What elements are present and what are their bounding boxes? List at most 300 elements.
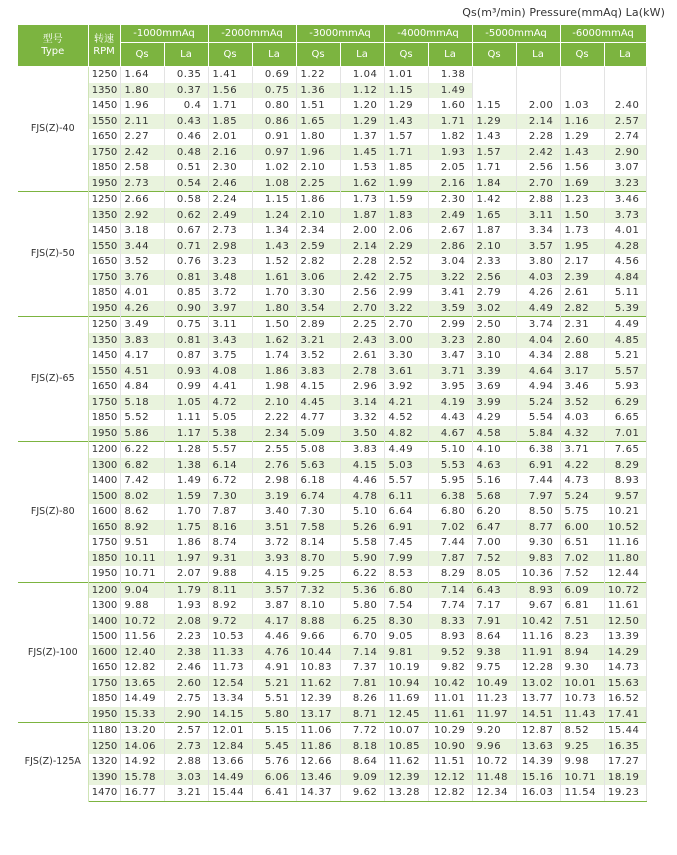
rpm-cell: 1600 xyxy=(88,645,120,661)
la-value-cell: 2.61 xyxy=(340,348,384,364)
la-value-cell: 8.29 xyxy=(604,458,646,474)
la-value-cell: 0.99 xyxy=(164,379,208,395)
la-value-cell: 5.10 xyxy=(428,442,472,458)
la-value-cell: 1.74 xyxy=(252,348,296,364)
la-value-cell: 4.49 xyxy=(604,317,646,333)
qs-value-cell: 7.02 xyxy=(560,551,604,567)
table-row xyxy=(18,645,646,661)
qs-value-cell: 3.72 xyxy=(208,285,252,301)
table-row xyxy=(18,270,646,286)
la-value-cell: 2.28 xyxy=(516,129,560,145)
la-value-cell: 2.25 xyxy=(340,317,384,333)
la-value-cell: 0.4 xyxy=(164,98,208,114)
qs-value-cell: 5.16 xyxy=(472,473,516,489)
table-row xyxy=(18,723,646,739)
la-value-cell: 3.03 xyxy=(164,770,208,786)
la-value-cell: 3.23 xyxy=(604,176,646,192)
la-value-cell: 2.10 xyxy=(252,395,296,411)
la-value-cell: 10.90 xyxy=(428,739,472,755)
table-row xyxy=(18,176,646,192)
la-value-cell: 5.45 xyxy=(252,739,296,755)
qs-value-cell: 1.85 xyxy=(384,160,428,176)
la-value-cell: 2.08 xyxy=(164,614,208,630)
qs-value-cell: 1.95 xyxy=(560,239,604,255)
qs-value-cell: 3.21 xyxy=(296,333,340,349)
fan-performance-table xyxy=(18,25,647,802)
qs-value-cell: 2.92 xyxy=(120,208,164,224)
qs-value-cell: 3.02 xyxy=(472,301,516,317)
qs-value-cell: 6.91 xyxy=(384,520,428,536)
la-value-cell: 0.48 xyxy=(164,145,208,161)
la-value-cell: 9.57 xyxy=(604,489,646,505)
la-value-cell: 0.76 xyxy=(164,254,208,270)
table-row xyxy=(18,364,646,380)
qs-subheader: Qs xyxy=(208,43,252,67)
qs-value-cell: 3.92 xyxy=(384,379,428,395)
qs-value-cell: 4.29 xyxy=(472,410,516,426)
la-value-cell: 6.22 xyxy=(340,566,384,582)
table-row xyxy=(18,129,646,145)
qs-value-cell: 1.80 xyxy=(120,83,164,99)
la-value-cell: 2.88 xyxy=(164,754,208,770)
qs-value-cell: 3.52 xyxy=(120,254,164,270)
qs-value-cell: 4.10 xyxy=(472,442,516,458)
qs-value-cell: 2.42 xyxy=(120,145,164,161)
qs-value-cell: 1.96 xyxy=(296,145,340,161)
qs-value-cell: 2.75 xyxy=(384,270,428,286)
la-value-cell: 5.51 xyxy=(252,691,296,707)
la-value-cell: 0.58 xyxy=(164,192,208,208)
table-row xyxy=(18,458,646,474)
la-value-cell: 13.77 xyxy=(516,691,560,707)
rpm-cell: 1250 xyxy=(88,317,120,333)
rpm-cell: 1850 xyxy=(88,410,120,426)
la-value-cell: 7.02 xyxy=(428,520,472,536)
pressure-header-6000: -6000mmAq xyxy=(560,25,646,43)
la-value-cell: 5.95 xyxy=(428,473,472,489)
la-value-cell: 1.62 xyxy=(252,333,296,349)
la-value-cell: 12.50 xyxy=(604,614,646,630)
rpm-cell: 1750 xyxy=(88,145,120,161)
qs-value-cell: 2.59 xyxy=(296,239,340,255)
la-value-cell: 5.80 xyxy=(340,598,384,614)
la-value-cell: 1.49 xyxy=(164,473,208,489)
la-value-cell: 4.49 xyxy=(516,301,560,317)
rpm-cell: 1950 xyxy=(88,707,120,723)
table-row xyxy=(18,629,646,645)
qs-value-cell: 8.88 xyxy=(296,614,340,630)
la-value-cell: 2.55 xyxy=(252,442,296,458)
la-value-cell: 5.15 xyxy=(252,723,296,739)
qs-value-cell: 9.04 xyxy=(120,582,164,598)
la-value-cell: 3.22 xyxy=(428,270,472,286)
qs-value-cell: 4.49 xyxy=(384,442,428,458)
la-value-cell: 1.02 xyxy=(252,160,296,176)
la-value-cell: 15.63 xyxy=(604,676,646,692)
qs-value-cell: 13.65 xyxy=(120,676,164,692)
la-value-cell: 9.30 xyxy=(516,535,560,551)
qs-value-cell: 11.23 xyxy=(472,691,516,707)
la-value-cell: 10.36 xyxy=(516,566,560,582)
qs-value-cell: 9.75 xyxy=(472,660,516,676)
qs-value-cell: 6.82 xyxy=(120,458,164,474)
qs-value-cell: 1.65 xyxy=(472,208,516,224)
qs-value-cell: 1.87 xyxy=(472,223,516,239)
la-value-cell: 3.73 xyxy=(604,208,646,224)
table-row xyxy=(18,442,646,458)
qs-value-cell: 2.99 xyxy=(384,285,428,301)
qs-value-cell: 1.01 xyxy=(384,67,428,83)
qs-value-cell: 4.41 xyxy=(208,379,252,395)
qs-value-cell: 9.05 xyxy=(384,629,428,645)
rpm-cell: 1400 xyxy=(88,614,120,630)
qs-value-cell: 1.71 xyxy=(384,145,428,161)
rpm-cell: 1950 xyxy=(88,176,120,192)
qs-value-cell: 1.42 xyxy=(472,192,516,208)
qs-value-cell: 9.81 xyxy=(384,645,428,661)
rpm-cell: 1500 xyxy=(88,489,120,505)
rpm-cell: 1750 xyxy=(88,395,120,411)
la-value-cell: 6.80 xyxy=(428,504,472,520)
rpm-cell: 1750 xyxy=(88,270,120,286)
la-value-cell: 2.30 xyxy=(428,192,472,208)
qs-value-cell: 8.53 xyxy=(384,566,428,582)
la-value-cell: 1.04 xyxy=(340,67,384,83)
qs-value-cell: 1.71 xyxy=(208,98,252,114)
qs-value-cell: 10.07 xyxy=(384,723,428,739)
qs-value-cell: 1.96 xyxy=(120,98,164,114)
qs-value-cell: 3.83 xyxy=(296,364,340,380)
la-value-cell: 11.01 xyxy=(428,691,472,707)
rpm-cell: 1650 xyxy=(88,379,120,395)
la-value-cell: 0.67 xyxy=(164,223,208,239)
qs-value-cell: 3.69 xyxy=(472,379,516,395)
la-value-cell: 4.17 xyxy=(252,614,296,630)
qs-value-cell: 12.54 xyxy=(208,676,252,692)
la-value-cell: 0.75 xyxy=(252,83,296,99)
rpm-cell: 1500 xyxy=(88,629,120,645)
qs-value-cell: 6.80 xyxy=(384,582,428,598)
qs-value-cell: 2.82 xyxy=(560,301,604,317)
qs-value-cell: 9.38 xyxy=(472,645,516,661)
rpm-cell: 1600 xyxy=(88,504,120,520)
la-value-cell: 4.01 xyxy=(604,223,646,239)
rpm-cell: 1850 xyxy=(88,551,120,567)
rpm-cell: 1950 xyxy=(88,426,120,442)
la-value-cell: 3.19 xyxy=(252,489,296,505)
qs-value-cell xyxy=(560,83,604,99)
qs-value-cell: 1.51 xyxy=(296,98,340,114)
la-value-cell: 15.16 xyxy=(516,770,560,786)
la-value-cell: 1.20 xyxy=(340,98,384,114)
la-value-cell: 8.29 xyxy=(428,566,472,582)
qs-value-cell: 14.37 xyxy=(296,785,340,801)
qs-value-cell: 2.61 xyxy=(560,285,604,301)
la-value-cell: 2.42 xyxy=(516,145,560,161)
qs-value-cell: 1.15 xyxy=(472,98,516,114)
type-header xyxy=(18,25,88,67)
la-value-cell: 4.26 xyxy=(516,285,560,301)
la-value-cell: 7.81 xyxy=(340,676,384,692)
qs-value-cell: 8.92 xyxy=(208,598,252,614)
la-value-cell: 11.51 xyxy=(428,754,472,770)
qs-value-cell: 3.22 xyxy=(384,301,428,317)
rpm-cell: 1550 xyxy=(88,114,120,130)
qs-value-cell: 13.17 xyxy=(296,707,340,723)
la-value-cell: 8.50 xyxy=(516,504,560,520)
la-value-cell: 3.47 xyxy=(428,348,472,364)
qs-value-cell: 3.46 xyxy=(560,379,604,395)
rpm-cell: 1250 xyxy=(88,739,120,755)
la-value-cell: 2.86 xyxy=(428,239,472,255)
qs-value-cell: 7.54 xyxy=(384,598,428,614)
qs-value-cell: 3.52 xyxy=(296,348,340,364)
la-value-cell: 3.14 xyxy=(340,395,384,411)
qs-value-cell: 9.88 xyxy=(120,598,164,614)
la-value-cell: 2.70 xyxy=(340,301,384,317)
la-value-cell: 2.70 xyxy=(516,176,560,192)
la-value-cell: 16.52 xyxy=(604,691,646,707)
qs-value-cell: 1.80 xyxy=(296,129,340,145)
la-value-cell: 4.76 xyxy=(252,645,296,661)
table-row xyxy=(18,566,646,582)
qs-value-cell: 11.06 xyxy=(296,723,340,739)
qs-value-cell: 1.16 xyxy=(560,114,604,130)
la-value-cell: 9.67 xyxy=(516,598,560,614)
qs-value-cell: 10.83 xyxy=(296,660,340,676)
qs-value-cell: 3.10 xyxy=(472,348,516,364)
qs-value-cell: 10.72 xyxy=(120,614,164,630)
qs-value-cell: 11.48 xyxy=(472,770,516,786)
la-value-cell: 13.02 xyxy=(516,676,560,692)
qs-value-cell: 4.08 xyxy=(208,364,252,380)
qs-value-cell: 2.82 xyxy=(296,254,340,270)
la-value-cell: 7.72 xyxy=(340,723,384,739)
la-value-cell: 5.84 xyxy=(516,426,560,442)
qs-value-cell: 10.94 xyxy=(384,676,428,692)
la-value-cell: 3.40 xyxy=(252,504,296,520)
la-value-cell xyxy=(516,67,560,83)
qs-value-cell: 9.66 xyxy=(296,629,340,645)
rpm-cell: 1250 xyxy=(88,67,120,83)
la-value-cell: 3.23 xyxy=(428,333,472,349)
la-value-cell: 0.35 xyxy=(164,67,208,83)
la-value-cell: 1.98 xyxy=(252,379,296,395)
la-value-cell: 1.17 xyxy=(164,426,208,442)
la-value-cell: 2.23 xyxy=(164,629,208,645)
la-value-cell: 1.05 xyxy=(164,395,208,411)
qs-value-cell: 9.98 xyxy=(560,754,604,770)
la-value-cell: 0.91 xyxy=(252,129,296,145)
la-value-cell: 3.57 xyxy=(516,239,560,255)
qs-value-cell: 3.52 xyxy=(560,395,604,411)
rpm-cell: 1350 xyxy=(88,208,120,224)
qs-value-cell: 9.25 xyxy=(560,739,604,755)
rpm-cell: 1650 xyxy=(88,129,120,145)
la-value-cell: 16.35 xyxy=(604,739,646,755)
qs-value-cell: 5.57 xyxy=(208,442,252,458)
qs-value-cell: 7.17 xyxy=(472,598,516,614)
la-value-cell: 10.52 xyxy=(604,520,646,536)
rpm-cell: 1320 xyxy=(88,754,120,770)
table-row xyxy=(18,83,646,99)
la-value-cell: 14.39 xyxy=(516,754,560,770)
qs-value-cell: 10.71 xyxy=(560,770,604,786)
qs-value-cell: 8.30 xyxy=(384,614,428,630)
la-value-cell: 4.19 xyxy=(428,395,472,411)
qs-value-cell: 5.68 xyxy=(472,489,516,505)
qs-value-cell: 16.77 xyxy=(120,785,164,801)
qs-value-cell: 3.61 xyxy=(384,364,428,380)
rpm-cell: 1200 xyxy=(88,582,120,598)
la-value-cell: 2.88 xyxy=(516,192,560,208)
qs-value-cell: 10.19 xyxy=(384,660,428,676)
qs-subheader: Qs xyxy=(296,43,340,67)
qs-value-cell: 11.73 xyxy=(208,660,252,676)
la-value-cell: 3.74 xyxy=(516,317,560,333)
la-value-cell: 3.21 xyxy=(164,785,208,801)
la-value-cell: 6.06 xyxy=(252,770,296,786)
qs-value-cell: 1.56 xyxy=(208,83,252,99)
la-value-cell: 0.87 xyxy=(164,348,208,364)
rpm-cell: 1350 xyxy=(88,83,120,99)
qs-value-cell: 15.78 xyxy=(120,770,164,786)
la-value-cell: 0.90 xyxy=(164,301,208,317)
qs-value-cell: 2.60 xyxy=(560,333,604,349)
la-value-cell: 3.07 xyxy=(604,160,646,176)
rpm-cell: 1450 xyxy=(88,98,120,114)
qs-value-cell: 11.69 xyxy=(384,691,428,707)
qs-value-cell: 2.16 xyxy=(208,145,252,161)
qs-value-cell: 5.03 xyxy=(384,458,428,474)
la-value-cell: 7.87 xyxy=(428,551,472,567)
la-value-cell: 1.97 xyxy=(164,551,208,567)
table-row xyxy=(18,707,646,723)
la-value-cell: 2.14 xyxy=(340,239,384,255)
la-value-cell: 5.24 xyxy=(516,395,560,411)
la-value-cell: 6.38 xyxy=(516,442,560,458)
qs-value-cell: 1.36 xyxy=(296,83,340,99)
la-value-cell: 7.65 xyxy=(604,442,646,458)
qs-value-cell: 1.84 xyxy=(472,176,516,192)
la-value-cell: 5.21 xyxy=(604,348,646,364)
table-row xyxy=(18,614,646,630)
qs-value-cell: 7.45 xyxy=(384,535,428,551)
qs-value-cell: 1.22 xyxy=(296,67,340,83)
la-value-cell: 3.71 xyxy=(428,364,472,380)
qs-value-cell: 2.58 xyxy=(120,160,164,176)
la-value-cell: 12.82 xyxy=(428,785,472,801)
la-value-cell: 5.53 xyxy=(428,458,472,474)
la-value-cell: 2.05 xyxy=(428,160,472,176)
qs-value-cell: 4.51 xyxy=(120,364,164,380)
rpm-cell: 1650 xyxy=(88,520,120,536)
table-row xyxy=(18,223,646,239)
qs-value-cell: 9.88 xyxy=(208,566,252,582)
table-row xyxy=(18,535,646,551)
la-value-cell: 1.71 xyxy=(428,114,472,130)
qs-value-cell: 2.88 xyxy=(560,348,604,364)
qs-value-cell: 12.84 xyxy=(208,739,252,755)
pressure-header-1000: -1000mmAq xyxy=(120,25,208,43)
la-value-cell: 11.16 xyxy=(604,535,646,551)
la-value-cell: 9.82 xyxy=(428,660,472,676)
la-value-cell: 0.51 xyxy=(164,160,208,176)
qs-value-cell: 10.71 xyxy=(120,566,164,582)
la-value-cell: 1.38 xyxy=(428,67,472,83)
la-value-cell: 8.71 xyxy=(340,707,384,723)
la-value-cell: 1.43 xyxy=(252,239,296,255)
qs-value-cell xyxy=(560,67,604,83)
qs-value-cell: 6.18 xyxy=(296,473,340,489)
rpm-header xyxy=(88,25,120,67)
la-value-cell: 3.59 xyxy=(428,301,472,317)
qs-value-cell: 2.52 xyxy=(384,254,428,270)
qs-value-cell: 3.43 xyxy=(208,333,252,349)
qs-value-cell: 3.30 xyxy=(384,348,428,364)
qs-value-cell: 2.27 xyxy=(120,129,164,145)
la-value-cell: 10.42 xyxy=(516,614,560,630)
table-row xyxy=(18,67,646,83)
rpm-cell: 1650 xyxy=(88,660,120,676)
table-row xyxy=(18,239,646,255)
rpm-header-en: RPM xyxy=(93,45,115,57)
qs-value-cell: 1.15 xyxy=(384,83,428,99)
qs-value-cell: 1.65 xyxy=(296,114,340,130)
model-type-cell: FJS(Z)-50 xyxy=(18,192,88,317)
la-value-cell: 3.72 xyxy=(252,535,296,551)
qs-value-cell xyxy=(472,67,516,83)
la-value-cell: 2.76 xyxy=(252,458,296,474)
unit-legend: Qs(m³/min) Pressure(mmAq) La(kW) xyxy=(462,6,665,19)
qs-value-cell: 1.29 xyxy=(472,114,516,130)
la-value-cell: 6.70 xyxy=(340,629,384,645)
table-row xyxy=(18,426,646,442)
qs-value-cell: 2.56 xyxy=(472,270,516,286)
la-value-cell: 3.80 xyxy=(516,254,560,270)
qs-value-cell: 1.23 xyxy=(560,192,604,208)
la-value-cell: 2.42 xyxy=(340,270,384,286)
la-value-cell: 5.54 xyxy=(516,410,560,426)
la-value-cell: 2.07 xyxy=(164,566,208,582)
qs-value-cell: 7.32 xyxy=(296,582,340,598)
qs-value-cell: 10.72 xyxy=(472,754,516,770)
la-value-cell: 1.52 xyxy=(252,254,296,270)
la-value-cell: 9.52 xyxy=(428,645,472,661)
qs-value-cell: 3.48 xyxy=(208,270,252,286)
qs-value-cell: 4.82 xyxy=(384,426,428,442)
la-value-cell: 0.81 xyxy=(164,333,208,349)
qs-value-cell: 2.80 xyxy=(472,333,516,349)
la-value-cell: 4.84 xyxy=(604,270,646,286)
la-value-cell: 1.75 xyxy=(164,520,208,536)
la-value-cell: 1.28 xyxy=(164,442,208,458)
qs-value-cell: 6.74 xyxy=(296,489,340,505)
la-value-cell: 2.57 xyxy=(604,114,646,130)
qs-value-cell: 7.00 xyxy=(472,535,516,551)
rpm-cell: 1850 xyxy=(88,691,120,707)
la-value-cell: 3.50 xyxy=(340,426,384,442)
qs-value-cell: 9.96 xyxy=(472,739,516,755)
la-value-cell: 16.03 xyxy=(516,785,560,801)
la-value-cell: 1.60 xyxy=(428,98,472,114)
qs-value-cell: 6.22 xyxy=(120,442,164,458)
la-value-cell: 19.23 xyxy=(604,785,646,801)
la-value-cell: 2.96 xyxy=(340,379,384,395)
qs-value-cell: 4.22 xyxy=(560,458,604,474)
la-value-cell: 11.61 xyxy=(604,598,646,614)
la-value-cell: 10.21 xyxy=(604,504,646,520)
